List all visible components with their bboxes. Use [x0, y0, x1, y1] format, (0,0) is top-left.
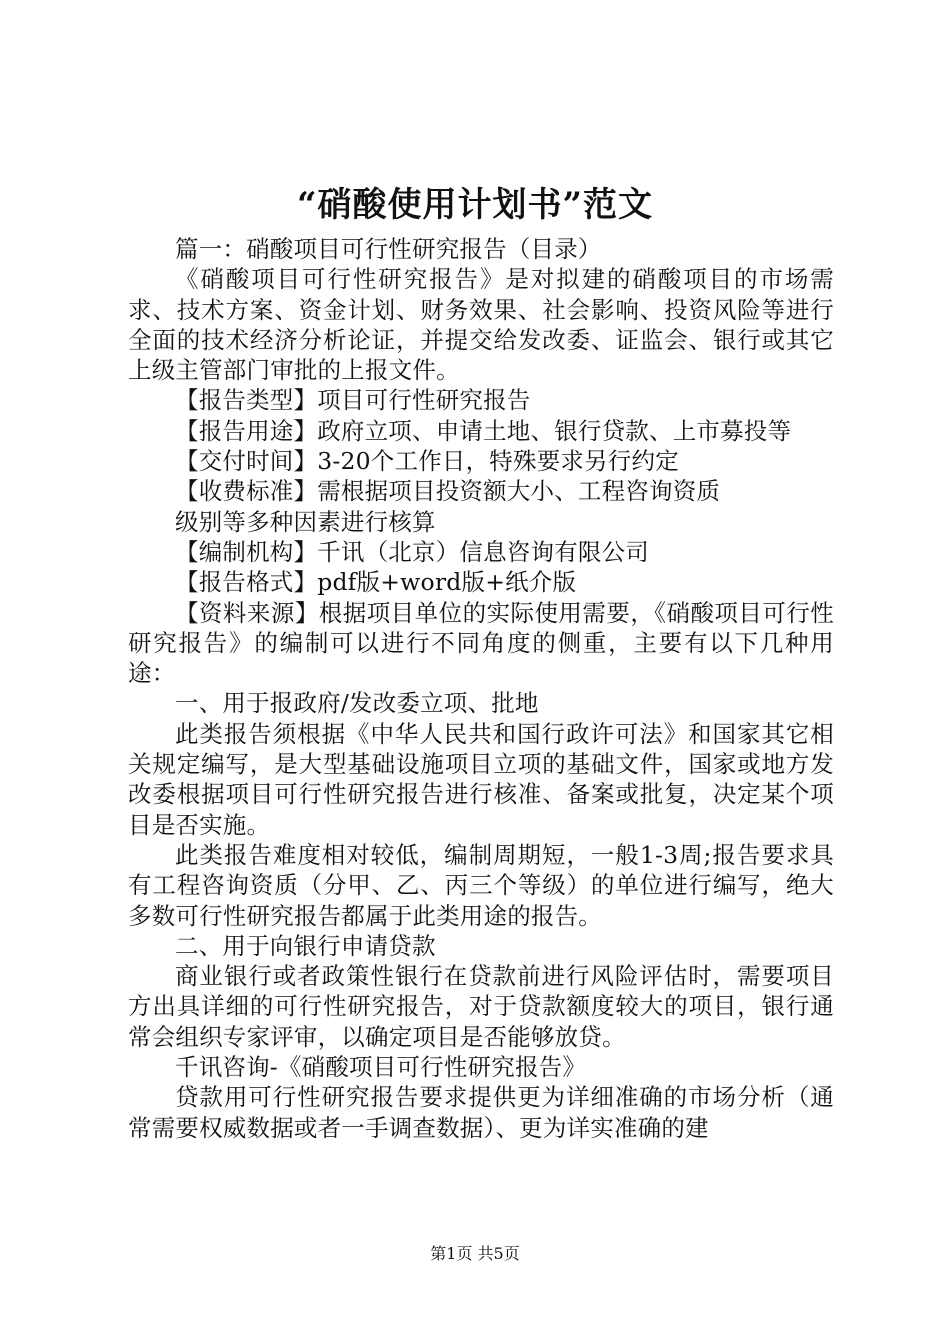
document-title: “硝酸使用计划书”范文	[296, 185, 654, 225]
paragraph-fee-standard-cont: 级别等多种因素进行核算	[175, 507, 436, 536]
section-heading-2: 二、用于向银行申请贷款	[175, 931, 436, 960]
paragraph-report-type: 【报告类型】项目可行性研究报告	[175, 386, 531, 415]
document-body	[128, 234, 834, 1143]
paragraph-delivery-time: 【交付时间】3-20个工作日，特殊要求另行约定	[175, 447, 679, 476]
paragraph-organization: 【编制机构】千讯（北京）信息咨询有限公司	[175, 537, 649, 566]
paragraph-fee-standard: 【收费标准】需根据项目投资额大小、工程咨询资质	[175, 477, 721, 506]
paragraph-section-1-b: 此类报告难度相对较低，编制周期短，一般1-3周;报告要求具有工程咨询资质（分甲、乙、丙三个等级）的单位进行编写，绝大多数可行性研究报告都属于此类用途的报告。	[128, 840, 834, 930]
paragraph-section-2-a: 商业银行或者政策性银行在贷款前进行风险评估时，需要项目方出具详细的可行性研究报告，对于贷款额度较大的项目，银行通常会组织专家评审，以确定项目是否能够放贷。	[128, 962, 834, 1051]
paragraph-section-2-c: 贷款用可行性研究报告要求提供更为详细准确的市场分析（通常需要权威数据或者一手调查数据）、更为详实准确的建	[128, 1083, 834, 1142]
paragraph-intro: 《硝酸项目可行性研究报告》是对拟建的硝酸项目的市场需求、技术方案、资金计划、财务效果、社会影响、投资风险等进行全面的技术经济分析论证，并提交给发改委、证监会、银行或其它上级主管部门审批的上报文件。	[128, 265, 834, 385]
paragraph-intro-heading: 篇一：硝酸项目可行性研究报告（目录）	[175, 235, 602, 263]
paragraph-section-1-a: 此类报告须根据《中华人民共和国行政许可法》和国家其它相关规定编写，是大型基础设施项目立项的基础文件，国家或地方发改委根据项目可行性研究报告进行核准、备案或批复，决定某个项目是否实施。	[128, 719, 834, 839]
section-heading-1: 一、用于报政府/发改委立项、批地	[175, 689, 539, 718]
paragraph-data-source: 【资料来源】根据项目单位的实际使用需要，《硝酸项目可行性研究报告》的编制可以进行不同角度的侧重，主要有以下几种用途：	[128, 598, 834, 688]
paragraph-report-usage: 【报告用途】政府立项、申请土地、银行贷款、上市募投等	[175, 416, 792, 445]
page-footer: 第1页 共5页	[430, 1244, 520, 1263]
paragraph-report-format: 【报告格式】pdf版+word版+纸介版	[175, 568, 577, 597]
paragraph-section-2-b: 千讯咨询-《硝酸项目可行性研究报告》	[175, 1053, 587, 1082]
